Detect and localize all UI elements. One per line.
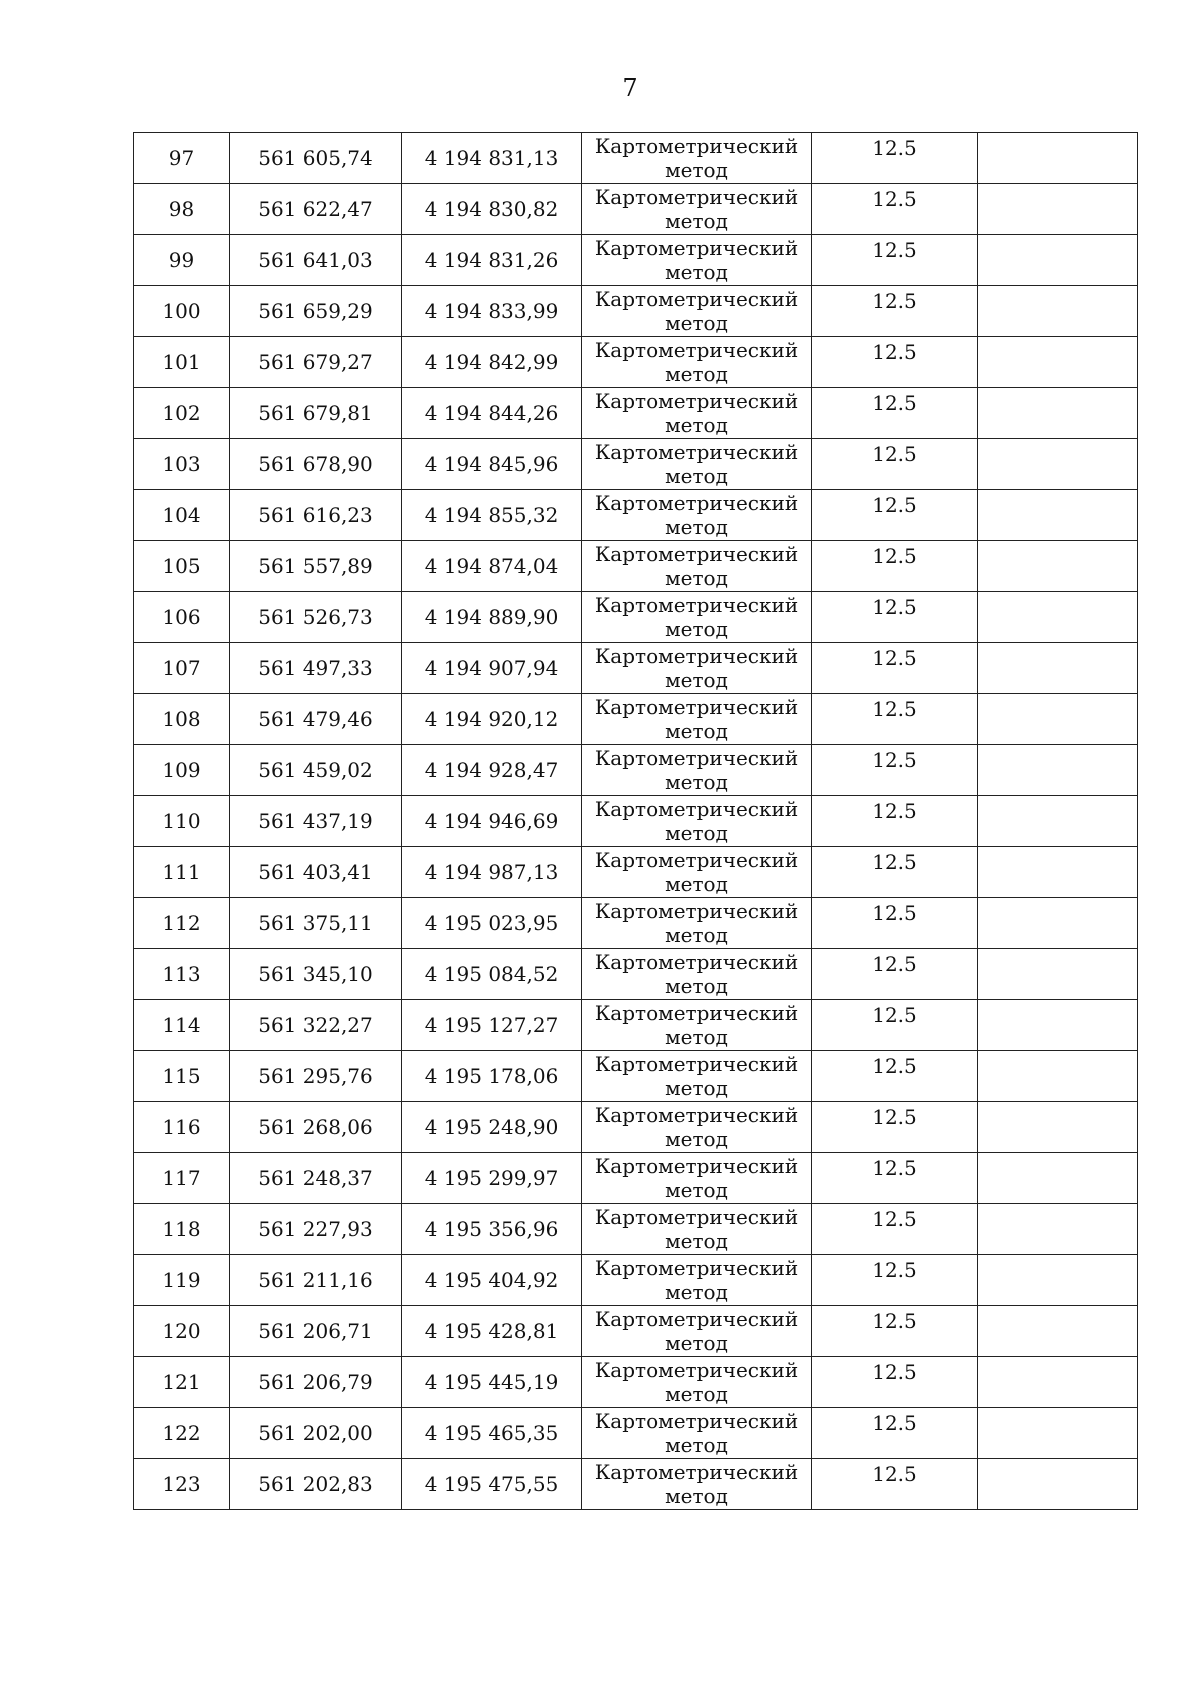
y-coordinate-cell: 4 195 023,95: [402, 898, 582, 949]
method-line-2: метод: [665, 515, 728, 539]
coordinates-table: [133, 132, 1138, 1510]
point-number-cell: 101: [134, 337, 230, 388]
x-coordinate-cell: 561 622,47: [230, 184, 402, 235]
accuracy-cell: 12.5: [812, 1357, 978, 1408]
method-cell: [582, 439, 812, 490]
accuracy-cell: 12.5: [812, 337, 978, 388]
method-line-1: Картометрический: [594, 797, 799, 821]
method-line-1: Картометрический: [594, 899, 799, 923]
point-number-cell: 100: [134, 286, 230, 337]
point-number-cell: 121: [134, 1357, 230, 1408]
y-coordinate-cell: 4 195 404,92: [402, 1255, 582, 1306]
y-coordinate-cell: 4 195 428,81: [402, 1306, 582, 1357]
y-coordinate-cell: 4 194 920,12: [402, 694, 582, 745]
accuracy-cell: 12.5: [812, 1459, 978, 1510]
note-cell: [978, 745, 1138, 796]
method-cell: [582, 1306, 812, 1357]
method-line-2: метод: [665, 1484, 728, 1508]
point-number-cell: 113: [134, 949, 230, 1000]
y-coordinate-cell: 4 195 356,96: [402, 1204, 582, 1255]
method-cell: [582, 1051, 812, 1102]
point-number-cell: 108: [134, 694, 230, 745]
x-coordinate-cell: 561 497,33: [230, 643, 402, 694]
method-line-2: метод: [665, 1331, 728, 1355]
y-coordinate-cell: 4 194 928,47: [402, 745, 582, 796]
note-cell: [978, 235, 1138, 286]
table-row: [134, 1255, 1138, 1306]
method-cell: [582, 337, 812, 388]
table-row: [134, 541, 1138, 592]
table-row: [134, 1459, 1138, 1510]
method-line-2: метод: [665, 311, 728, 335]
table-row: [134, 1153, 1138, 1204]
method-line-2: метод: [665, 770, 728, 794]
accuracy-cell: 12.5: [812, 694, 978, 745]
accuracy-cell: 12.5: [812, 643, 978, 694]
point-number-cell: 106: [134, 592, 230, 643]
y-coordinate-cell: 4 195 248,90: [402, 1102, 582, 1153]
accuracy-cell: 12.5: [812, 541, 978, 592]
method-line-2: метод: [665, 821, 728, 845]
method-line-1: Картометрический: [594, 491, 799, 515]
point-number-cell: 103: [134, 439, 230, 490]
table-row: [134, 643, 1138, 694]
accuracy-cell: 12.5: [812, 490, 978, 541]
method-cell: [582, 694, 812, 745]
point-number-cell: 97: [134, 133, 230, 184]
accuracy-cell: 12.5: [812, 286, 978, 337]
table-row: [134, 184, 1138, 235]
note-cell: [978, 1255, 1138, 1306]
x-coordinate-cell: 561 202,83: [230, 1459, 402, 1510]
y-coordinate-cell: 4 194 987,13: [402, 847, 582, 898]
note-cell: [978, 541, 1138, 592]
x-coordinate-cell: 561 605,74: [230, 133, 402, 184]
method-cell: [582, 184, 812, 235]
note-cell: [978, 286, 1138, 337]
method-line-1: Картометрический: [594, 1307, 799, 1331]
method-line-1: Картометрический: [594, 1460, 799, 1484]
method-line-1: Картометрический: [594, 134, 799, 158]
point-number-cell: 107: [134, 643, 230, 694]
point-number-cell: 110: [134, 796, 230, 847]
table-row: [134, 694, 1138, 745]
y-coordinate-cell: 4 194 833,99: [402, 286, 582, 337]
method-line-1: Картометрический: [594, 644, 799, 668]
table-row: [134, 1000, 1138, 1051]
method-line-1: Картометрический: [594, 746, 799, 770]
x-coordinate-cell: 561 202,00: [230, 1408, 402, 1459]
method-line-1: Картометрический: [594, 185, 799, 209]
note-cell: [978, 133, 1138, 184]
note-cell: [978, 439, 1138, 490]
method-cell: [582, 949, 812, 1000]
method-line-2: метод: [665, 923, 728, 947]
method-line-1: Картометрический: [594, 848, 799, 872]
table-row: [134, 388, 1138, 439]
note-cell: [978, 592, 1138, 643]
point-number-cell: 120: [134, 1306, 230, 1357]
y-coordinate-cell: 4 195 465,35: [402, 1408, 582, 1459]
x-coordinate-cell: 561 206,79: [230, 1357, 402, 1408]
y-coordinate-cell: 4 194 844,26: [402, 388, 582, 439]
note-cell: [978, 490, 1138, 541]
note-cell: [978, 1204, 1138, 1255]
method-cell: [582, 847, 812, 898]
accuracy-cell: 12.5: [812, 235, 978, 286]
note-cell: [978, 1306, 1138, 1357]
x-coordinate-cell: 561 248,37: [230, 1153, 402, 1204]
point-number-cell: 111: [134, 847, 230, 898]
x-coordinate-cell: 561 557,89: [230, 541, 402, 592]
method-line-1: Картометрический: [594, 1103, 799, 1127]
note-cell: [978, 1459, 1138, 1510]
method-line-2: метод: [665, 464, 728, 488]
accuracy-cell: 12.5: [812, 439, 978, 490]
y-coordinate-cell: 4 195 178,06: [402, 1051, 582, 1102]
x-coordinate-cell: 561 679,27: [230, 337, 402, 388]
note-cell: [978, 1102, 1138, 1153]
method-line-2: метод: [665, 158, 728, 182]
method-line-1: Картометрический: [594, 695, 799, 719]
point-number-cell: 114: [134, 1000, 230, 1051]
point-number-cell: 117: [134, 1153, 230, 1204]
method-cell: [582, 490, 812, 541]
x-coordinate-cell: 561 295,76: [230, 1051, 402, 1102]
method-line-1: Картометрический: [594, 1205, 799, 1229]
point-number-cell: 102: [134, 388, 230, 439]
method-cell: [582, 235, 812, 286]
method-line-2: метод: [665, 1076, 728, 1100]
method-line-2: метод: [665, 260, 728, 284]
x-coordinate-cell: 561 659,29: [230, 286, 402, 337]
note-cell: [978, 1408, 1138, 1459]
method-cell: [582, 1255, 812, 1306]
method-line-2: метод: [665, 1127, 728, 1151]
page-number: 7: [622, 74, 638, 102]
y-coordinate-cell: 4 195 084,52: [402, 949, 582, 1000]
method-line-1: Картометрический: [594, 1409, 799, 1433]
accuracy-cell: 12.5: [812, 1204, 978, 1255]
method-line-2: метод: [665, 719, 728, 743]
method-cell: [582, 898, 812, 949]
point-number-cell: 112: [134, 898, 230, 949]
y-coordinate-cell: 4 194 907,94: [402, 643, 582, 694]
point-number-cell: 99: [134, 235, 230, 286]
accuracy-cell: 12.5: [812, 388, 978, 439]
x-coordinate-cell: 561 678,90: [230, 439, 402, 490]
method-line-2: метод: [665, 566, 728, 590]
method-line-2: метод: [665, 1025, 728, 1049]
method-line-1: Картометрический: [594, 287, 799, 311]
point-number-cell: 115: [134, 1051, 230, 1102]
method-line-1: Картометрический: [594, 1001, 799, 1025]
note-cell: [978, 337, 1138, 388]
method-cell: [582, 1000, 812, 1051]
method-line-2: метод: [665, 362, 728, 386]
method-line-2: метод: [665, 974, 728, 998]
point-number-cell: 105: [134, 541, 230, 592]
y-coordinate-cell: 4 194 830,82: [402, 184, 582, 235]
table-row: [134, 1204, 1138, 1255]
y-coordinate-cell: 4 194 874,04: [402, 541, 582, 592]
y-coordinate-cell: 4 194 831,13: [402, 133, 582, 184]
accuracy-cell: 12.5: [812, 1051, 978, 1102]
method-line-2: метод: [665, 1178, 728, 1202]
x-coordinate-cell: 561 437,19: [230, 796, 402, 847]
note-cell: [978, 184, 1138, 235]
note-cell: [978, 694, 1138, 745]
method-cell: [582, 796, 812, 847]
method-line-2: метод: [665, 617, 728, 641]
method-line-1: Картометрический: [594, 593, 799, 617]
table-row: [134, 490, 1138, 541]
point-number-cell: 118: [134, 1204, 230, 1255]
table-row: [134, 1102, 1138, 1153]
y-coordinate-cell: 4 194 831,26: [402, 235, 582, 286]
method-cell: [582, 1357, 812, 1408]
accuracy-cell: 12.5: [812, 1102, 978, 1153]
table-row: [134, 235, 1138, 286]
method-cell: [582, 643, 812, 694]
note-cell: [978, 1000, 1138, 1051]
method-line-1: Картометрический: [594, 440, 799, 464]
y-coordinate-cell: 4 194 845,96: [402, 439, 582, 490]
method-cell: [582, 1153, 812, 1204]
method-cell: [582, 541, 812, 592]
method-line-1: Картометрический: [594, 542, 799, 566]
method-cell: [582, 1408, 812, 1459]
table-row: [134, 592, 1138, 643]
x-coordinate-cell: 561 616,23: [230, 490, 402, 541]
note-cell: [978, 643, 1138, 694]
method-line-2: метод: [665, 413, 728, 437]
x-coordinate-cell: 561 526,73: [230, 592, 402, 643]
method-line-2: метод: [665, 1433, 728, 1457]
accuracy-cell: 12.5: [812, 949, 978, 1000]
method-line-2: метод: [665, 209, 728, 233]
method-line-1: Картометрический: [594, 1358, 799, 1382]
point-number-cell: 123: [134, 1459, 230, 1510]
y-coordinate-cell: 4 195 299,97: [402, 1153, 582, 1204]
method-line-1: Картометрический: [594, 338, 799, 362]
y-coordinate-cell: 4 195 475,55: [402, 1459, 582, 1510]
coordinates-table-body: [134, 133, 1138, 1510]
method-cell: [582, 133, 812, 184]
accuracy-cell: 12.5: [812, 847, 978, 898]
y-coordinate-cell: 4 194 855,32: [402, 490, 582, 541]
table-row: [134, 1408, 1138, 1459]
point-number-cell: 122: [134, 1408, 230, 1459]
accuracy-cell: 12.5: [812, 1306, 978, 1357]
accuracy-cell: 12.5: [812, 898, 978, 949]
method-line-1: Картометрический: [594, 389, 799, 413]
method-line-1: Картометрический: [594, 1256, 799, 1280]
accuracy-cell: 12.5: [812, 184, 978, 235]
x-coordinate-cell: 561 322,27: [230, 1000, 402, 1051]
note-cell: [978, 847, 1138, 898]
x-coordinate-cell: 561 206,71: [230, 1306, 402, 1357]
accuracy-cell: 12.5: [812, 1408, 978, 1459]
point-number-cell: 98: [134, 184, 230, 235]
x-coordinate-cell: 561 345,10: [230, 949, 402, 1000]
x-coordinate-cell: 561 375,11: [230, 898, 402, 949]
method-cell: [582, 1102, 812, 1153]
x-coordinate-cell: 561 679,81: [230, 388, 402, 439]
table-row: [134, 898, 1138, 949]
note-cell: [978, 898, 1138, 949]
method-cell: [582, 286, 812, 337]
y-coordinate-cell: 4 194 842,99: [402, 337, 582, 388]
table-row: [134, 745, 1138, 796]
method-line-1: Картометрический: [594, 1154, 799, 1178]
x-coordinate-cell: 561 459,02: [230, 745, 402, 796]
y-coordinate-cell: 4 195 445,19: [402, 1357, 582, 1408]
method-line-2: метод: [665, 1382, 728, 1406]
point-number-cell: 116: [134, 1102, 230, 1153]
table-row: [134, 337, 1138, 388]
note-cell: [978, 796, 1138, 847]
x-coordinate-cell: 561 211,16: [230, 1255, 402, 1306]
method-line-2: метод: [665, 1229, 728, 1253]
x-coordinate-cell: 561 268,06: [230, 1102, 402, 1153]
point-number-cell: 104: [134, 490, 230, 541]
y-coordinate-cell: 4 194 946,69: [402, 796, 582, 847]
table-row: [134, 949, 1138, 1000]
table-row: [134, 286, 1138, 337]
method-cell: [582, 1204, 812, 1255]
method-cell: [582, 388, 812, 439]
x-coordinate-cell: 561 641,03: [230, 235, 402, 286]
x-coordinate-cell: 561 403,41: [230, 847, 402, 898]
note-cell: [978, 1357, 1138, 1408]
y-coordinate-cell: 4 194 889,90: [402, 592, 582, 643]
method-line-2: метод: [665, 872, 728, 896]
method-line-1: Картометрический: [594, 236, 799, 260]
note-cell: [978, 1051, 1138, 1102]
note-cell: [978, 949, 1138, 1000]
note-cell: [978, 388, 1138, 439]
method-cell: [582, 592, 812, 643]
accuracy-cell: 12.5: [812, 1000, 978, 1051]
y-coordinate-cell: 4 195 127,27: [402, 1000, 582, 1051]
accuracy-cell: 12.5: [812, 592, 978, 643]
x-coordinate-cell: 561 479,46: [230, 694, 402, 745]
accuracy-cell: 12.5: [812, 1255, 978, 1306]
accuracy-cell: 12.5: [812, 133, 978, 184]
method-line-2: метод: [665, 1280, 728, 1304]
method-line-1: Картометрический: [594, 1052, 799, 1076]
accuracy-cell: 12.5: [812, 1153, 978, 1204]
accuracy-cell: 12.5: [812, 796, 978, 847]
note-cell: [978, 1153, 1138, 1204]
point-number-cell: 119: [134, 1255, 230, 1306]
x-coordinate-cell: 561 227,93: [230, 1204, 402, 1255]
method-line-2: метод: [665, 668, 728, 692]
point-number-cell: 109: [134, 745, 230, 796]
table-row: [134, 1357, 1138, 1408]
accuracy-cell: 12.5: [812, 745, 978, 796]
method-cell: [582, 745, 812, 796]
table-row: [134, 1051, 1138, 1102]
table-row: [134, 1306, 1138, 1357]
table-row: [134, 847, 1138, 898]
method-line-1: Картометрический: [594, 950, 799, 974]
table-row: [134, 439, 1138, 490]
table-row: [134, 133, 1138, 184]
table-row: [134, 796, 1138, 847]
method-cell: [582, 1459, 812, 1510]
